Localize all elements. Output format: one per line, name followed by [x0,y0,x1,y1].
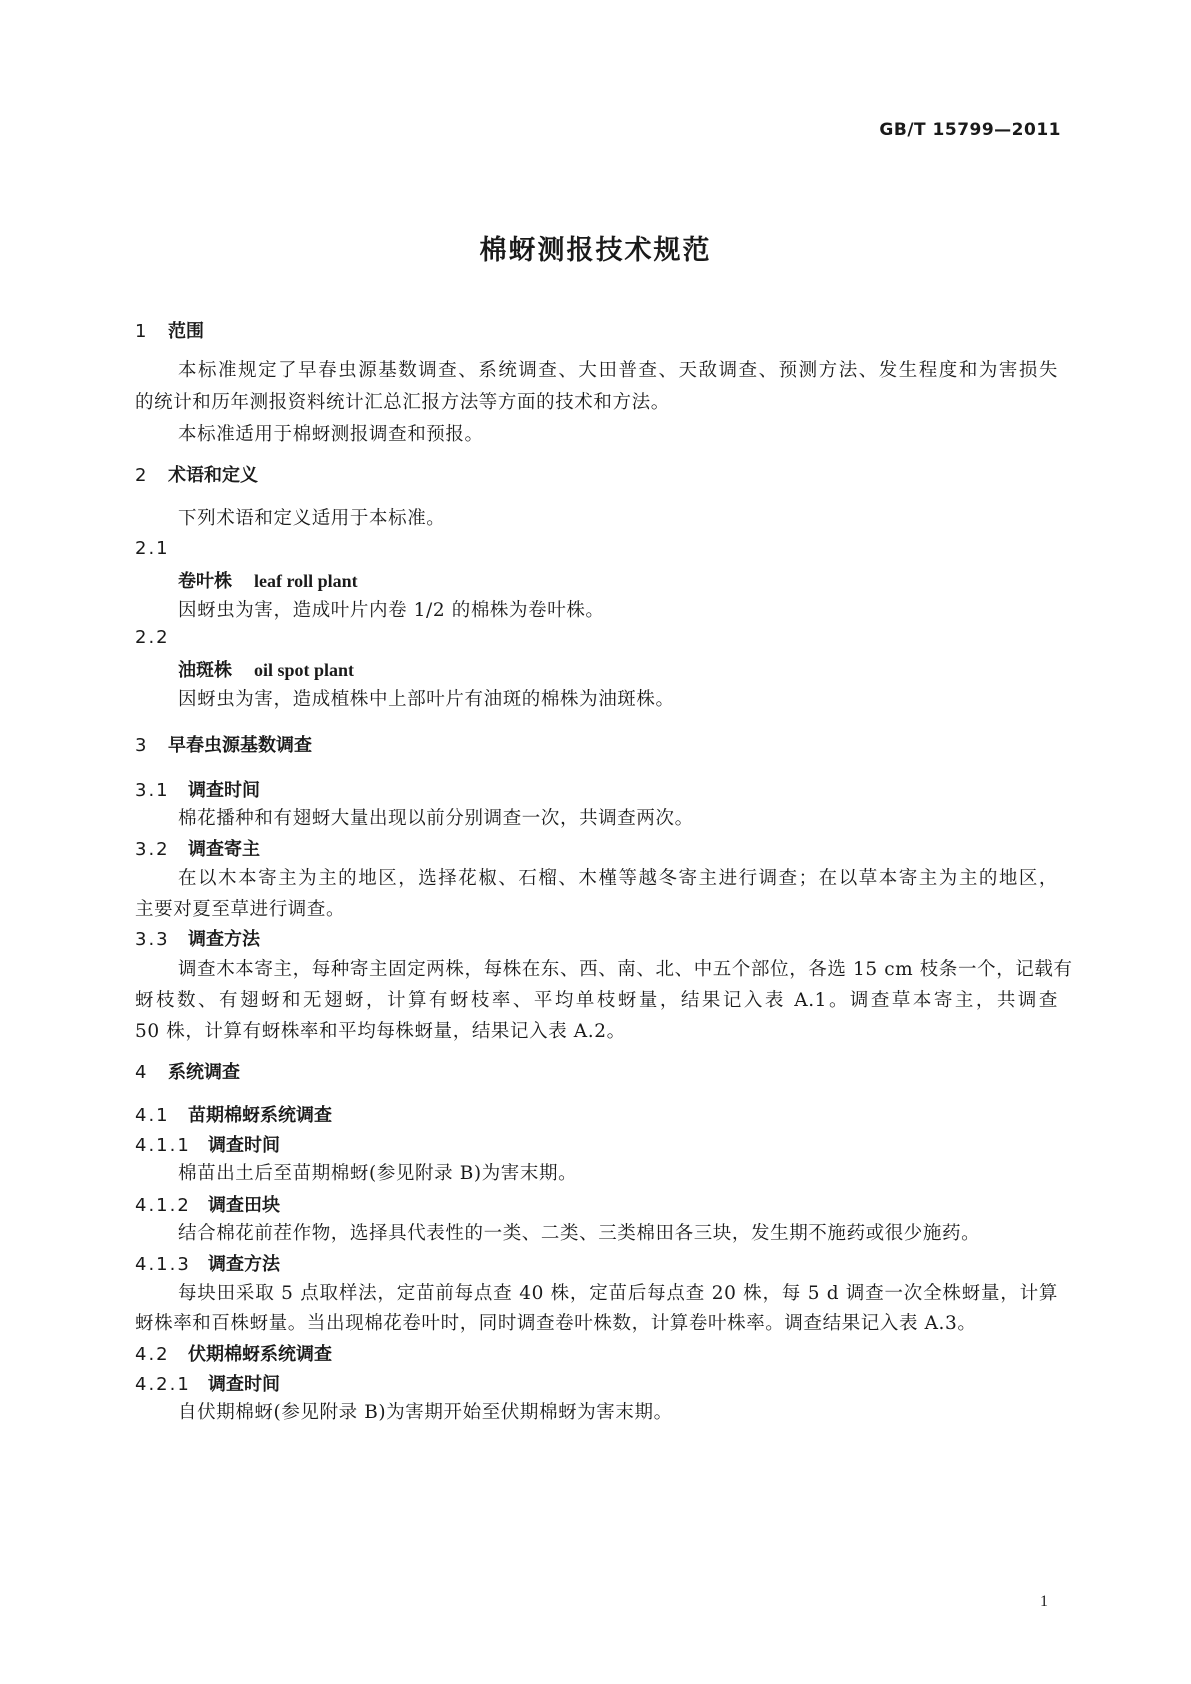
paragraph-line: 本标准规定了早春虫源基数调查、系统调查、大田普查、天敌调查、预测方法、发生程度和为害损失 [178,360,1058,381]
subsection-number: 3.2 [135,839,170,860]
standard-code: GB/T 15799—2011 [879,120,1061,140]
subsection-title: 调查时间 [208,1135,280,1156]
section-number: 2 [135,465,147,486]
paragraph: 结合棉花前茬作物，选择具代表性的一类、二类、三类棉田各三块，发生期不施药或很少施药。 [178,1223,981,1244]
term-chinese: 卷叶株 [178,571,232,592]
paragraph-line: 蚜枝数、有翅蚜和无翅蚜，计算有蚜枝率、平均单枝蚜量，结果记入表 A.1。调查草本寄主，共调查 [135,990,1058,1011]
paragraph: 棉苗出土后至苗期棉蚜(参见附录 B)为害末期。 [178,1163,578,1184]
term-chinese: 油斑株 [178,660,232,681]
subsection-heading [135,925,260,951]
subsection-title: 苗期棉蚜系统调查 [188,1105,332,1126]
section-title: 早春虫源基数调查 [168,735,312,756]
subsubsection-heading [135,1370,280,1396]
paragraph: 棉花播种和有翅蚜大量出现以前分别调查一次，共调查两次。 [178,808,694,829]
section-title: 范围 [168,321,204,342]
term-definition: 因蚜虫为害，造成叶片内卷 1/2 的棉株为卷叶株。 [178,600,605,621]
paragraph: 下列术语和定义适用于本标准。 [178,508,446,529]
section-title: 术语和定义 [168,465,258,486]
subsection-title: 调查方法 [208,1254,280,1275]
subsection-number: 4.1.2 [135,1195,191,1216]
section-4-heading [135,1058,240,1084]
document-title: 棉蚜测报技术规范 [479,235,712,266]
section-number: 3 [135,735,147,756]
subsection-number: 4.1.3 [135,1254,191,1275]
subsection-title: 调查方法 [188,929,260,950]
section-number: 1 [135,321,147,342]
section-2-heading [135,461,258,487]
subsection-number: 4.2.1 [135,1374,191,1395]
section-1-heading [135,317,204,343]
subsubsection-heading [135,1131,280,1157]
term-entry [178,656,354,682]
subsection-title: 调查田块 [208,1195,280,1216]
term-entry [178,567,358,593]
term-number: 2.1 [135,538,170,559]
section-3-heading [135,731,312,757]
subsection-number: 3.3 [135,929,170,950]
subsubsection-heading [135,1250,280,1276]
paragraph-line: 主要对夏至草进行调查。 [135,899,346,920]
section-title: 系统调查 [168,1062,240,1083]
term-english: oil spot plant [254,660,355,680]
subsection-title: 调查寄主 [188,839,260,860]
subsection-number: 4.1.1 [135,1135,191,1156]
term-english: leaf roll plant [254,571,358,591]
subsection-heading [135,776,260,802]
subsection-number: 3.1 [135,780,170,801]
subsection-title: 伏期棉蚜系统调查 [188,1344,332,1365]
paragraph-line: 调查木本寄主，每种寄主固定两株，每株在东、西、南、北、中五个部位，各选 15 cm 枝条一个，记载有 [178,959,1073,980]
term-number: 2.2 [135,627,170,648]
paragraph-line: 50 株，计算有蚜株率和平均每株蚜量，结果记入表 A.2。 [135,1021,626,1042]
paragraph: 自伏期棉蚜(参见附录 B)为害期开始至伏期棉蚜为害末期。 [178,1402,673,1423]
paragraph-line: 的统计和历年测报资料统计汇总汇报方法等方面的技术和方法。 [135,392,670,413]
section-number: 4 [135,1062,147,1083]
subsection-title: 调查时间 [188,780,260,801]
subsection-heading [135,835,260,861]
subsection-title: 调查时间 [208,1374,280,1395]
subsection-heading [135,1101,332,1127]
subsection-number: 4.1 [135,1105,170,1126]
subsection-number: 4.2 [135,1344,170,1365]
paragraph-line: 在以木本寄主为主的地区，选择花椒、石榴、木槿等越冬寄主进行调查；在以草本寄主为主的地区， [178,868,1058,889]
subsubsection-heading [135,1191,280,1217]
subsection-heading [135,1340,332,1366]
page-number: 1 [1040,1593,1048,1610]
paragraph-line: 蚜株率和百株蚜量。当出现棉花卷叶时，同时调查卷叶株数，计算卷叶株率。调查结果记入表 A.3。 [135,1313,977,1334]
term-definition: 因蚜虫为害，造成植株中上部叶片有油斑的棉株为油斑株。 [178,689,675,710]
paragraph-line: 每块田采取 5 点取样法，定苗前每点查 40 株，定苗后每点查 20 株，每 5 d 调查一次全株蚜量，计算 [178,1283,1058,1304]
paragraph: 本标准适用于棉蚜测报调查和预报。 [178,424,484,445]
